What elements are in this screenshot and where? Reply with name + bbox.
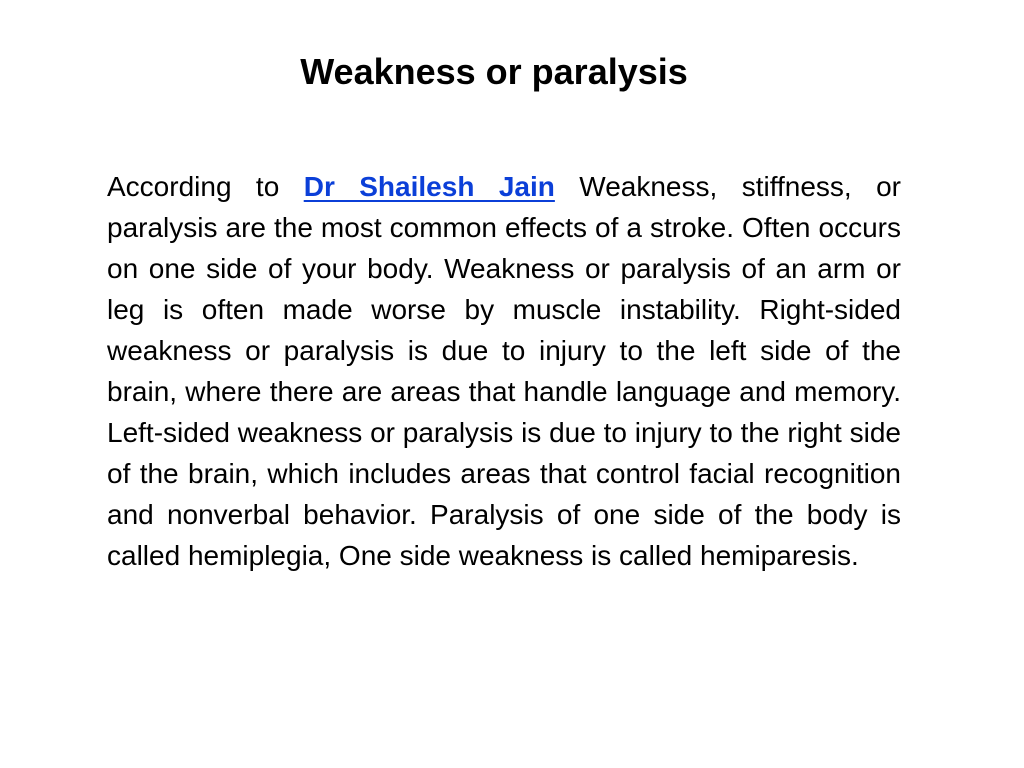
author-link[interactable]: Dr Shailesh Jain [303, 171, 555, 202]
slide-title: Weakness or paralysis [300, 51, 688, 92]
body-prefix-text: According to [107, 171, 304, 202]
slide-body-paragraph [107, 166, 901, 576]
body-main-text: Weakness, stiffness, or paralysis are the most common effects of a stroke. Often occurs on one side of your body. Weakness or paralysis of an arm or leg is often made worse by muscle instability. Right-sided weakness or paralysis is due to injury to the left side of the brain, where there are areas that handle language and memory. Left-sided weakness or paralysis is due to injury to the right side of the brain, which includes areas that control facial recognition and nonverbal behavior. Paralysis of one side of the body is called hemiplegia, One side weakness is called hemiparesis. [107, 171, 902, 571]
